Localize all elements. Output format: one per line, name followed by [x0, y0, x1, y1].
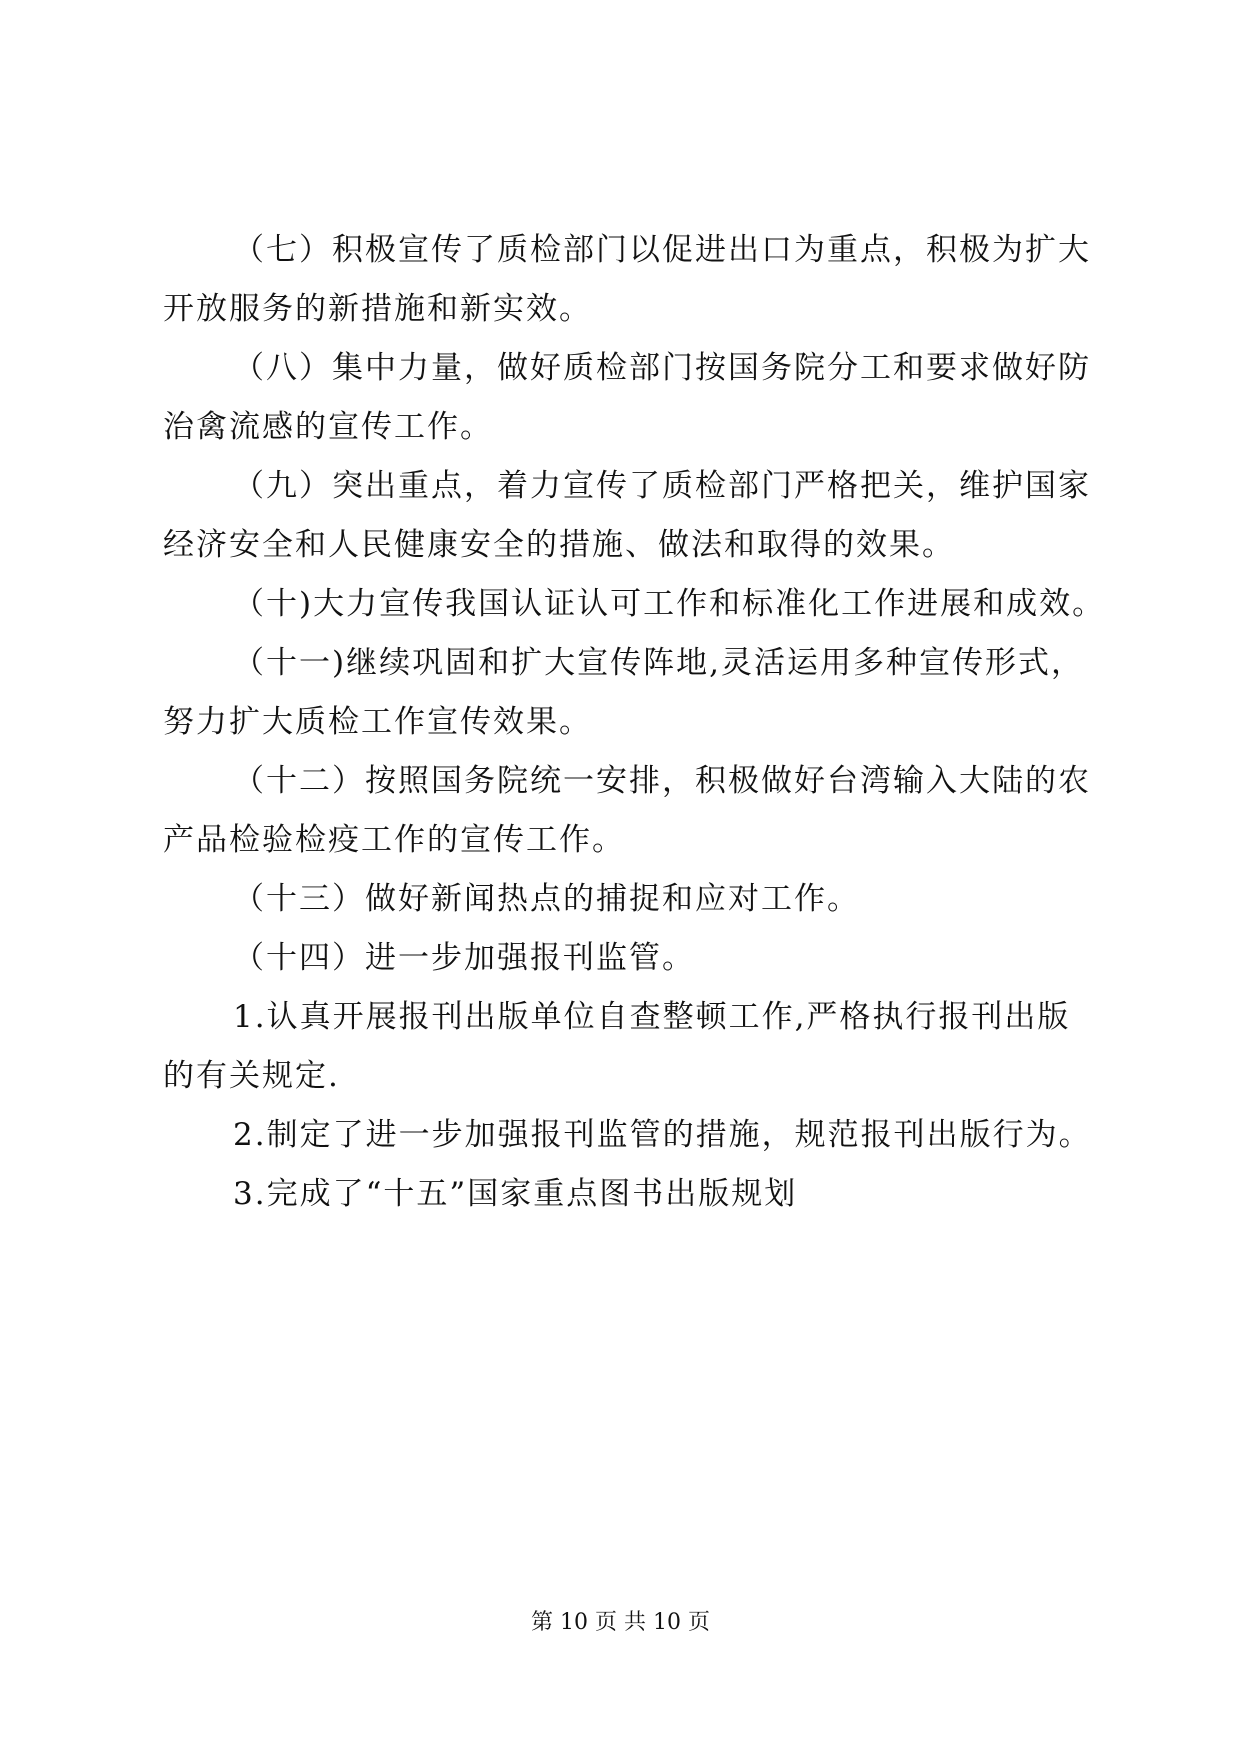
text-line: 1.认真开展报刊出版单位自查整顿工作,严格执行报刊出版: [233, 999, 1071, 1035]
text-line: 3.完成了“十五”国家重点图书出版规划: [233, 1176, 798, 1212]
text-line: 经济安全和人民健康安全的措施、做法和取得的效果。: [163, 527, 955, 563]
text-line: 的有关规定.: [163, 1058, 340, 1094]
text-line: 治禽流感的宣传工作。: [163, 409, 493, 445]
text-line: （十一)继续巩固和扩大宣传阵地,灵活运用多种宣传形式，: [233, 645, 1084, 681]
text-line: （七）积极宣传了质检部门以促进出口为重点，积极为扩大: [233, 232, 1091, 268]
text-line: 努力扩大质检工作宣传效果。: [163, 704, 592, 740]
text-line: 2.制定了进一步加强报刊监管的措施，规范报刊出版行为。: [233, 1117, 1092, 1153]
text-line: 产品检验检疫工作的宣传工作。: [163, 822, 625, 858]
text-line: （十四）进一步加强报刊监管。: [233, 940, 695, 976]
text-line: （十)大力宣传我国认证认可工作和标准化工作进展和成效。: [233, 586, 1106, 622]
text-line: 开放服务的新措施和新实效。: [163, 291, 592, 327]
text-line: （十二）按照国务院统一安排，积极做好台湾输入大陆的农: [233, 763, 1091, 799]
text-line: （十三）做好新闻热点的捕捉和应对工作。: [233, 881, 860, 917]
text-line: （九）突出重点，着力宣传了质检部门严格把关，维护国家: [233, 468, 1091, 504]
page-number-footer: 第 10 页 共 10 页: [531, 1610, 710, 1635]
text-line: （八）集中力量，做好质检部门按国务院分工和要求做好防: [233, 350, 1091, 386]
